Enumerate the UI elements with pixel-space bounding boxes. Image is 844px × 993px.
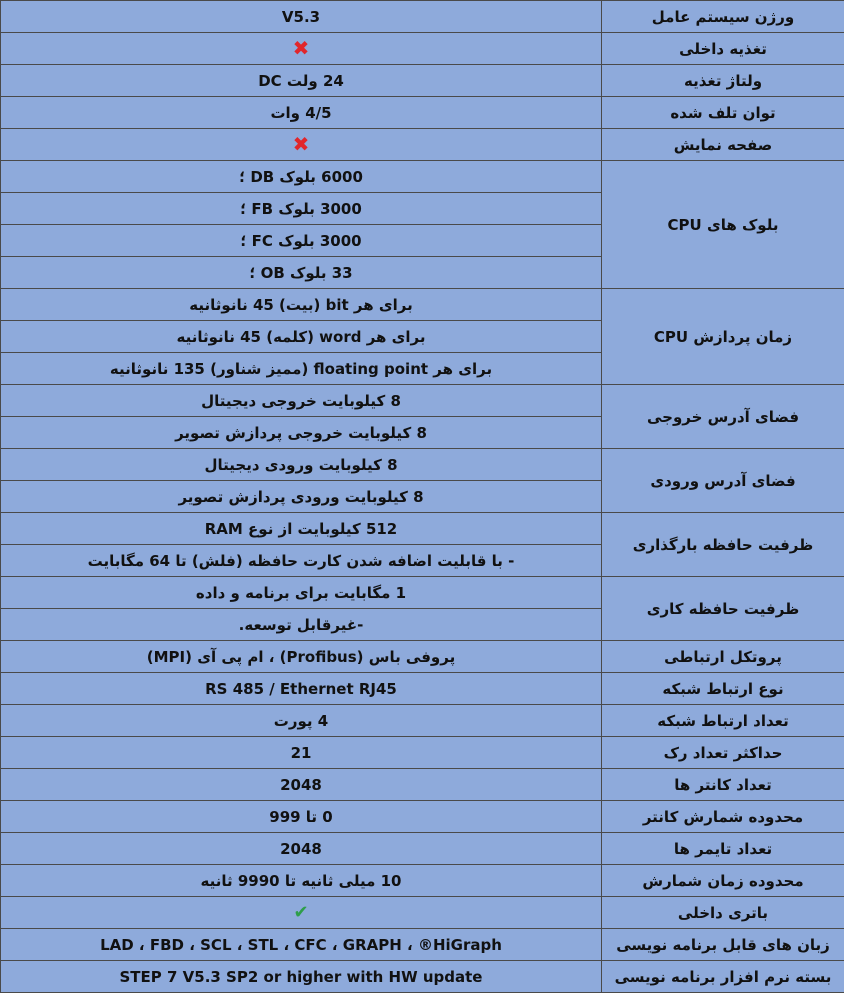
- spec-label: حداکثر تعداد رک: [602, 737, 844, 769]
- spec-value: 512 کیلوبایت از نوع RAM: [1, 513, 602, 545]
- spec-value: LAD ، FBD ، SCL ، STL ، CFC ، GRAPH ، ®HiGraph: [1, 929, 602, 961]
- spec-value: برای هر floating point (ممیز شناور) 135 نانوثانیه: [1, 353, 602, 385]
- spec-label: فضای آدرس خروجی: [602, 385, 844, 449]
- table-row: [1, 33, 844, 65]
- table-row: [1, 865, 844, 897]
- table-row: [1, 897, 844, 929]
- spec-value-icon-cell: [1, 129, 602, 161]
- table-row: [1, 65, 844, 97]
- spec-value: V5.3: [1, 1, 602, 33]
- spec-value: 2048: [1, 769, 602, 801]
- spec-value-icon-cell: [1, 33, 602, 65]
- spec-label: ولتاژ تغذیه: [602, 65, 844, 97]
- table-row: [1, 737, 844, 769]
- spec-value: 4/5 وات: [1, 97, 602, 129]
- table-row: [1, 1, 844, 33]
- table-row: [1, 705, 844, 737]
- spec-value: 3000 بلوک FB ؛: [1, 193, 602, 225]
- spec-label: بلوک های CPU: [602, 161, 844, 289]
- table-row: [1, 961, 844, 993]
- spec-label: ظرفیت حافظه کاری: [602, 577, 844, 641]
- spec-label: زمان پردازش CPU: [602, 289, 844, 385]
- spec-label: تعداد تایمر ها: [602, 833, 844, 865]
- spec-value: برای هر word (کلمه) 45 نانوثانیه: [1, 321, 602, 353]
- table-row: [1, 513, 844, 545]
- spec-value: STEP 7 V5.3 SP2 or higher with HW update: [1, 961, 602, 993]
- spec-value: 6000 بلوک DB ؛: [1, 161, 602, 193]
- table-row: [1, 769, 844, 801]
- table-row: [1, 129, 844, 161]
- spec-value: - با قابلیت اضافه شدن کارت حافظه (فلش) تا 64 مگابایت: [1, 545, 602, 577]
- spec-value: 3000 بلوک FC ؛: [1, 225, 602, 257]
- spec-value: 8 کیلوبایت ورودی دیجیتال: [1, 449, 602, 481]
- table-row: [1, 97, 844, 129]
- table-row: [1, 801, 844, 833]
- spec-value: 10 میلی ثانیه تا 9990 ثانیه: [1, 865, 602, 897]
- spec-label: تعداد ارتباط شبکه: [602, 705, 844, 737]
- table-row: [1, 673, 844, 705]
- table-row: [1, 577, 844, 609]
- spec-label: ورژن سیستم عامل: [602, 1, 844, 33]
- spec-label: بسته نرم افزار برنامه نویسی: [602, 961, 844, 993]
- spec-label: زبان های قابل برنامه نویسی: [602, 929, 844, 961]
- table-row: [1, 289, 844, 321]
- spec-label: محدوده شمارش کانتر: [602, 801, 844, 833]
- x-mark-icon: ✖: [292, 36, 310, 60]
- spec-value: برای هر bit (بیت) 45 نانوثانیه: [1, 289, 602, 321]
- spec-value: 8 کیلوبایت خروجی پردازش تصویر: [1, 417, 602, 449]
- spec-value: 8 کیلوبایت ورودی پردازش تصویر: [1, 481, 602, 513]
- check-mark-icon: ✔: [293, 901, 309, 923]
- spec-value: 4 پورت: [1, 705, 602, 737]
- table-row: [1, 929, 844, 961]
- spec-label: تغذیه داخلی: [602, 33, 844, 65]
- spec-value: RS 485 / Ethernet RJ45: [1, 673, 602, 705]
- spec-value: 2048: [1, 833, 602, 865]
- table-row: [1, 641, 844, 673]
- spec-label: نوع ارتباط شبکه: [602, 673, 844, 705]
- spec-label: توان تلف شده: [602, 97, 844, 129]
- x-mark-icon: ✖: [292, 132, 310, 156]
- table-row: [1, 385, 844, 417]
- spec-label: تعداد کانتر ها: [602, 769, 844, 801]
- spec-value: 0 تا 999: [1, 801, 602, 833]
- spec-table-body: [1, 1, 844, 993]
- spec-label: ظرفیت حافظه بارگذاری: [602, 513, 844, 577]
- spec-value: 21: [1, 737, 602, 769]
- spec-label: صفحه نمایش: [602, 129, 844, 161]
- spec-label: محدوده زمان شمارش: [602, 865, 844, 897]
- spec-label: باتری داخلی: [602, 897, 844, 929]
- table-row: [1, 449, 844, 481]
- spec-value: پروفی باس (Profibus) ، ام پی آی (MPI): [1, 641, 602, 673]
- spec-value: -غیرقابل توسعه.: [1, 609, 602, 641]
- table-row: [1, 161, 844, 193]
- spec-value: 1 مگابایت برای برنامه و داده: [1, 577, 602, 609]
- spec-value: 33 بلوک OB ؛: [1, 257, 602, 289]
- spec-value-icon-cell: [1, 897, 602, 929]
- spec-label: فضای آدرس ورودی: [602, 449, 844, 513]
- table-row: [1, 833, 844, 865]
- spec-value: 24 ولت DC: [1, 65, 602, 97]
- spec-label: پروتکل ارتباطی: [602, 641, 844, 673]
- spec-value: 8 کیلوبایت خروجی دیجیتال: [1, 385, 602, 417]
